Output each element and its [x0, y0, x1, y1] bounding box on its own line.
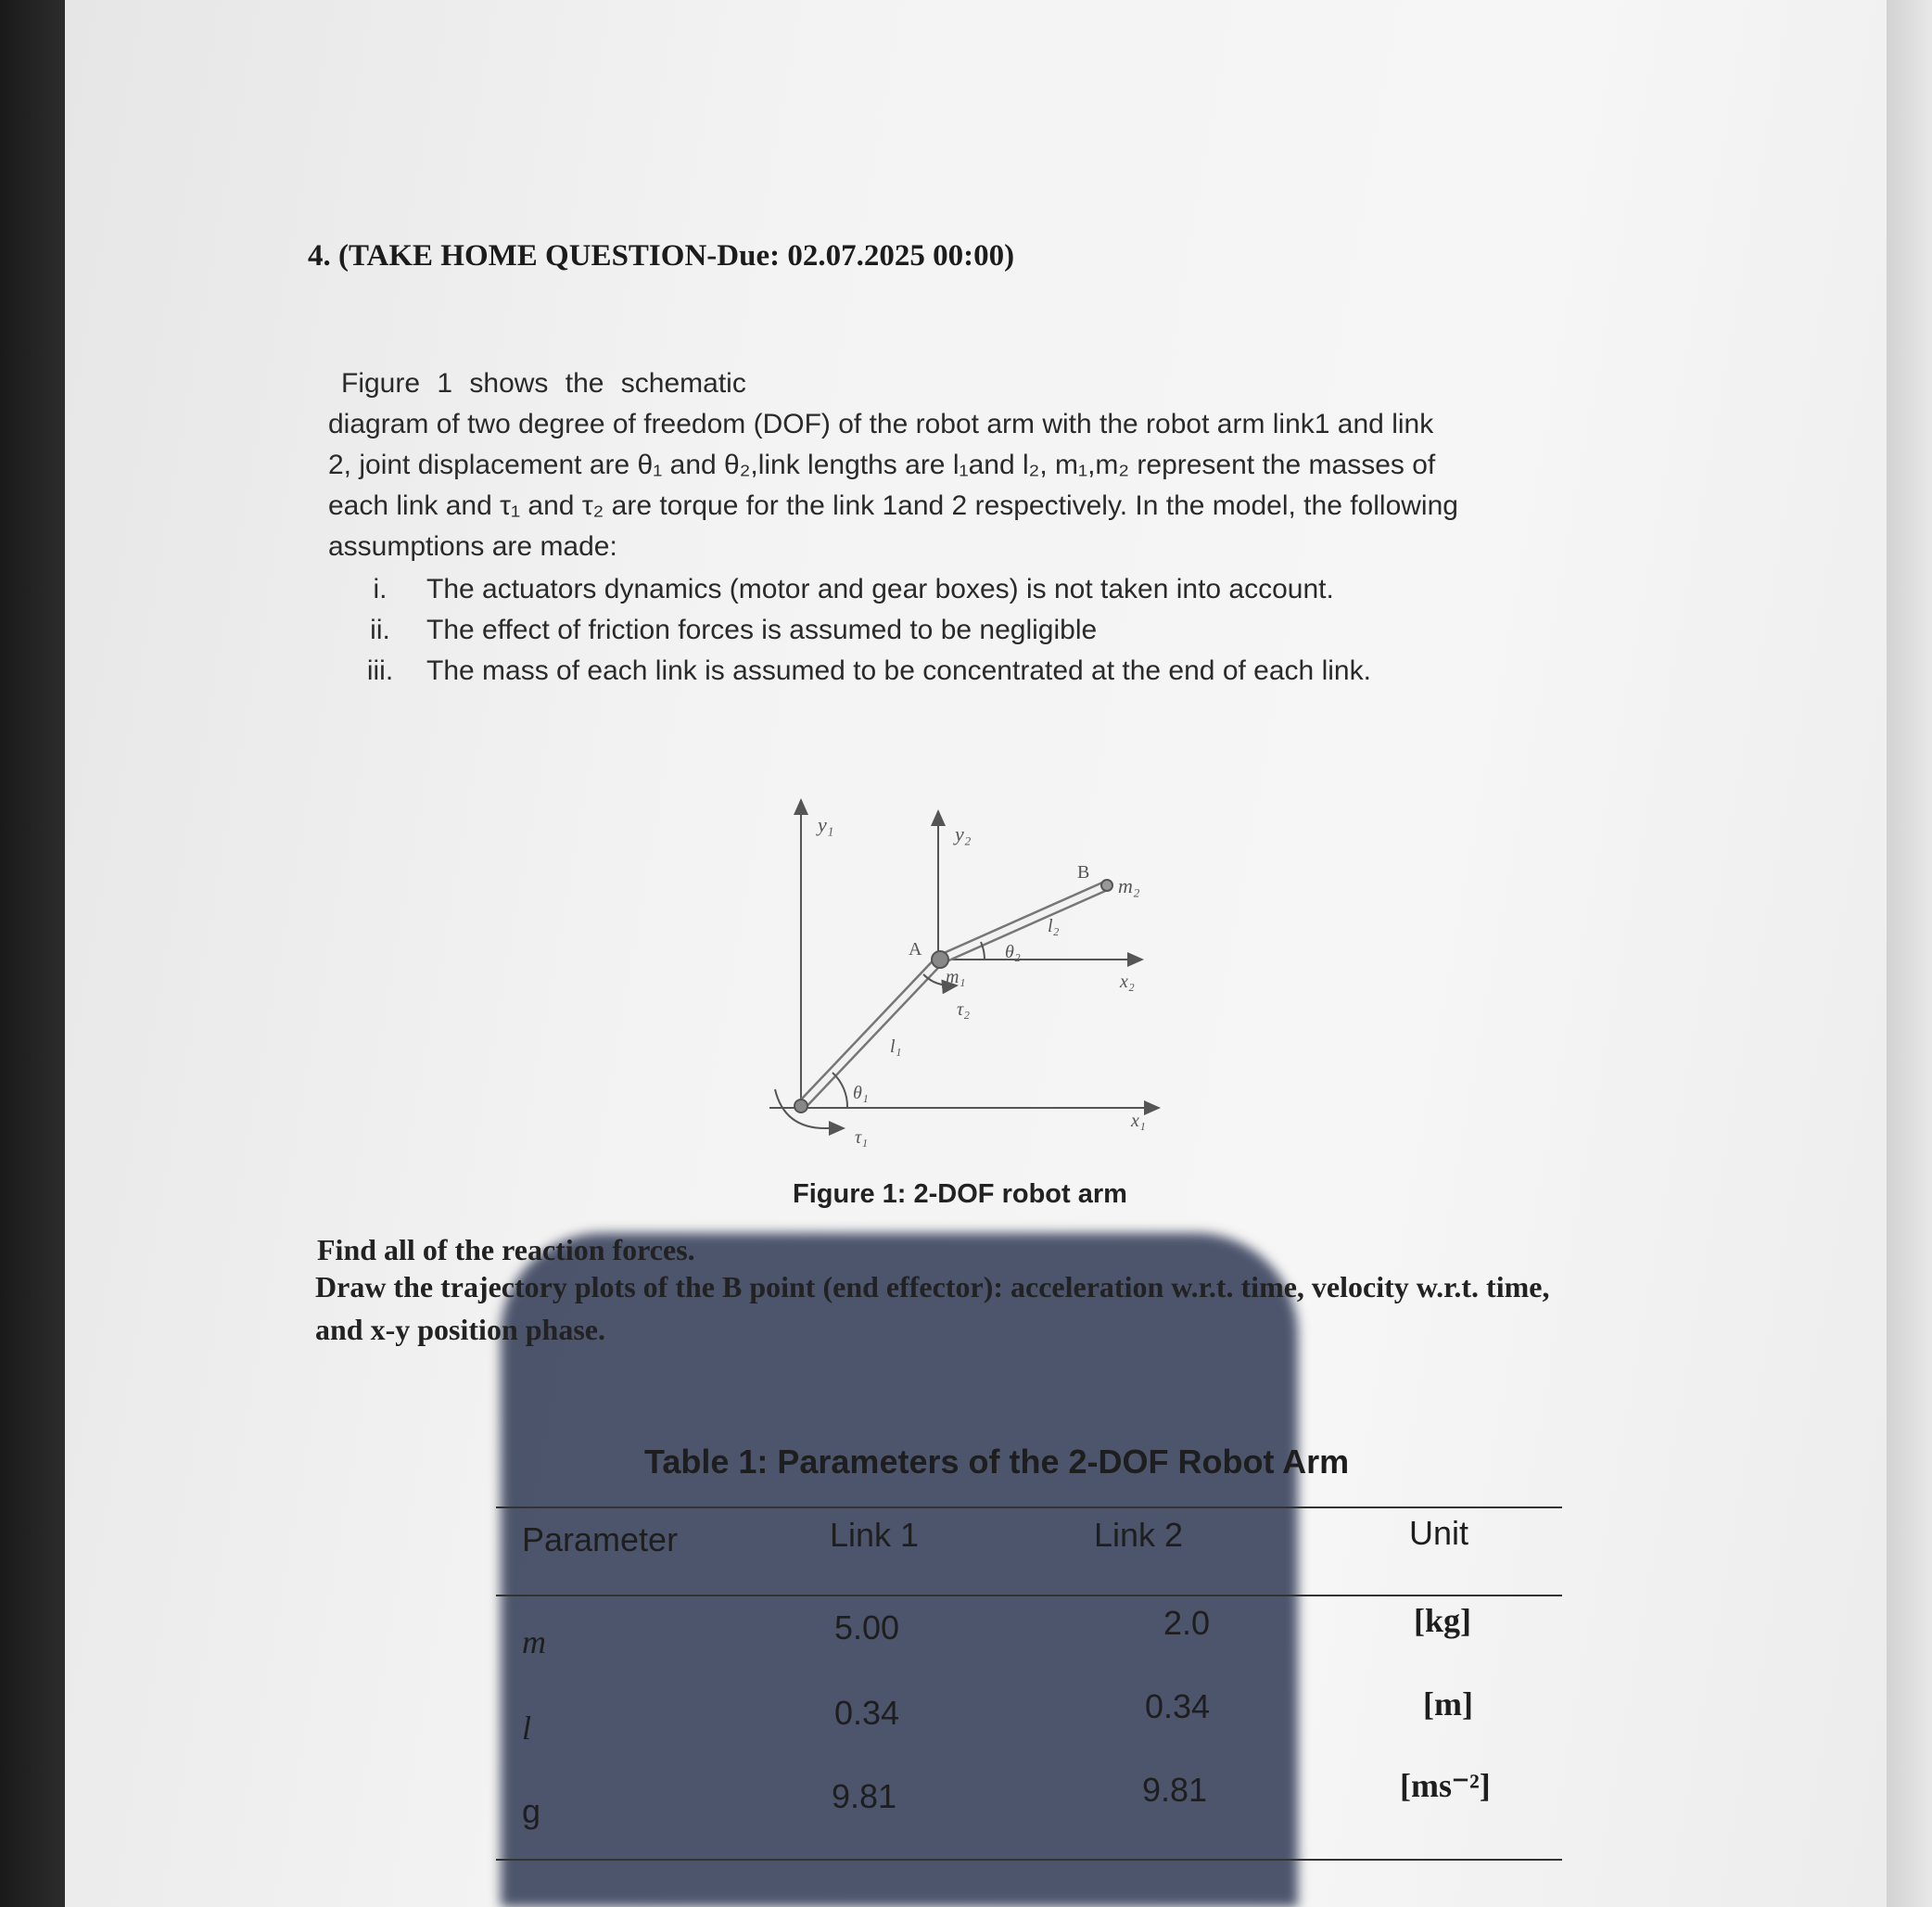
table-title: Table 1: Parameters of the 2-DOF Robot Arm: [644, 1443, 1350, 1481]
intro-line-3: 2, joint displacement are θ₁ and θ₂,link lengths are l₁and l₂, m₁,m₂ represent the masses of: [328, 450, 1436, 480]
list-item-text: The mass of each link is assumed to be concentrated at the end of each link.: [426, 655, 1371, 686]
header-unit: Unit: [1409, 1514, 1469, 1552]
list-item: [334, 610, 1632, 651]
intro-paragraph: [328, 363, 1626, 567]
mass-m2-point-b: [1101, 880, 1112, 891]
row-g-unit: [ms⁻²]: [1400, 1767, 1491, 1804]
list-item-text: The actuators dynamics (motor and gear boxes) is not taken into account.: [426, 574, 1334, 604]
list-item-number: ii.: [370, 615, 390, 645]
list-item-text: The effect of friction forces is assumed to be negligible: [426, 615, 1098, 645]
intro-line-5: assumptions are made:: [328, 531, 617, 562]
row-l-unit: [m]: [1423, 1685, 1473, 1723]
robot-arm-figure: [751, 793, 1177, 1163]
mass-m1-joint-a: [932, 951, 948, 968]
row-l-link1: 0.34: [834, 1694, 900, 1732]
label-m1: m₁: [946, 967, 966, 987]
header-parameter: Parameter: [522, 1520, 679, 1558]
label-theta2: θ₂: [1005, 942, 1021, 962]
label-tau1: τ₁: [855, 1127, 869, 1148]
intro-line-1: Figure 1 shows the schematic: [341, 368, 746, 399]
table-header-rule: [496, 1595, 1562, 1596]
row-g-link1: 9.81: [832, 1777, 897, 1815]
link-1-inner: [801, 960, 940, 1106]
task-trajectory-line-1: Draw the trajectory plots of the B point (end effector): acceleration w.r.t. time, velocity w.r.t. time,: [315, 1270, 1550, 1303]
label-m2: m₂: [1118, 874, 1140, 897]
label-b: B: [1077, 862, 1090, 883]
label-x1: x₁: [1131, 1111, 1146, 1131]
row-m-unit: [kg]: [1414, 1602, 1471, 1639]
task-reaction-forces: Find all of the reaction forces.: [317, 1233, 695, 1266]
row-m-link2: 2.0: [1163, 1604, 1211, 1642]
list-item-number: i.: [373, 574, 388, 604]
label-x2: x₂: [1120, 972, 1135, 992]
header-link-2: Link 2: [1094, 1516, 1184, 1554]
robot-arm-diagram: [751, 793, 1177, 1163]
question-title: 4. (TAKE HOME QUESTION-Due: 02.07.2025 00:00): [308, 239, 1015, 273]
label-y1: y₁: [818, 813, 834, 836]
assumption-list: [334, 569, 1632, 692]
row-m-param: m: [522, 1623, 546, 1660]
row-l-param: l: [522, 1710, 532, 1747]
label-l1: l₁: [890, 1036, 902, 1057]
list-item: [334, 651, 1632, 692]
label-tau2: τ₂: [957, 999, 971, 1020]
label-theta1: θ₁: [853, 1083, 869, 1103]
paper-sheet: [65, 0, 1887, 1907]
row-g-param: g: [522, 1792, 541, 1830]
list-item-number: iii.: [366, 655, 394, 686]
intro-line-2: diagram of two degree of freedom (DOF) of the robot arm with the robot arm link1 and link: [328, 409, 1434, 439]
label-a: A: [909, 939, 922, 960]
figure-caption: Figure 1: 2-DOF robot arm: [793, 1179, 1127, 1209]
intro-line-4: each link and τ₁ and τ₂ are torque for the link 1and 2 respectively. In the model, the following: [328, 490, 1458, 521]
row-g-link2: 9.81: [1142, 1771, 1208, 1809]
header-link-1: Link 1: [830, 1516, 920, 1554]
task-trajectory-line-2: and x-y position phase.: [315, 1313, 605, 1346]
row-m-link1: 5.00: [834, 1608, 900, 1646]
label-y2: y₂: [955, 822, 972, 845]
row-l-link2: 0.34: [1145, 1687, 1211, 1725]
list-item: [334, 569, 1632, 610]
base-joint: [794, 1100, 807, 1112]
task-trajectory-plots: [315, 1265, 1799, 1351]
desk-background-right: [1880, 0, 1932, 1907]
table-bottom-rule: [496, 1859, 1562, 1861]
table-top-rule: [496, 1507, 1562, 1508]
link-2-inner: [940, 885, 1107, 960]
label-l2: l₂: [1048, 916, 1060, 936]
